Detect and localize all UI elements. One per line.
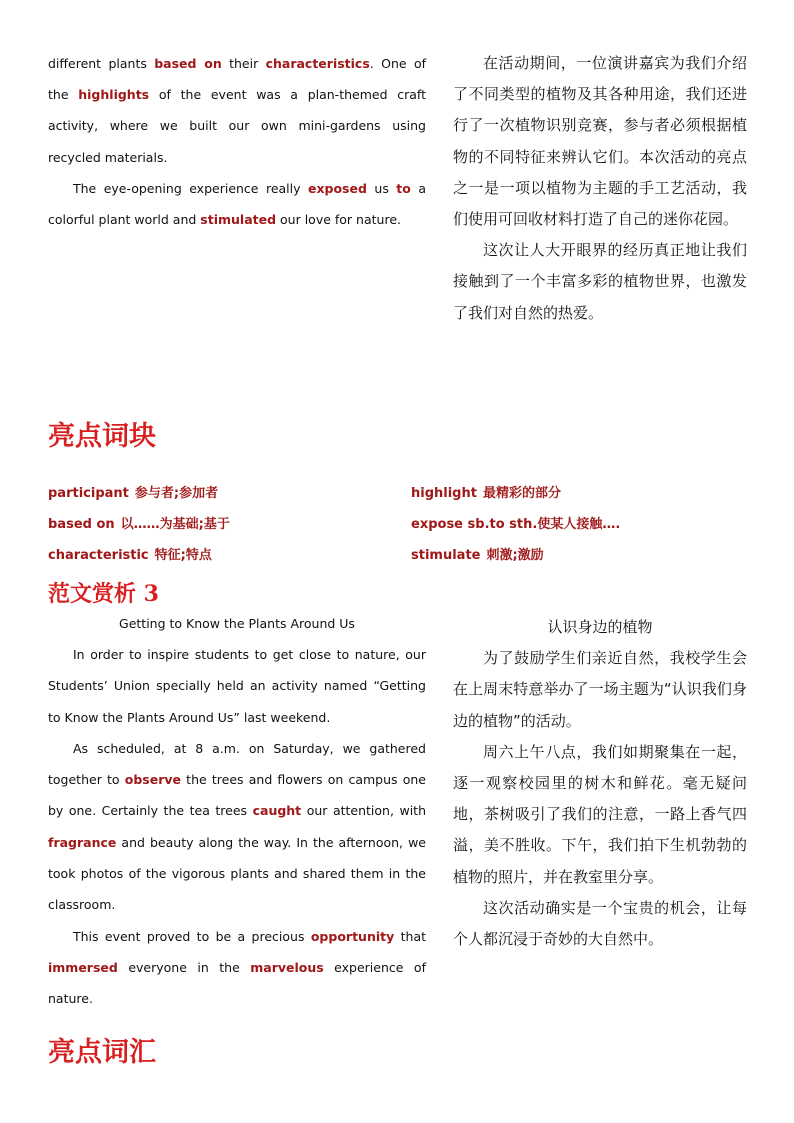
text: their <box>221 56 266 71</box>
vocab-meaning: 特征;特点 <box>154 548 212 563</box>
paragraph <box>48 921 426 1015</box>
vocab-item <box>48 482 218 501</box>
title-text: Getting to Know the Plants Around Us <box>119 616 355 631</box>
vocab-meaning: 使某人接触…. <box>537 517 621 532</box>
chinese-translation-1 <box>453 48 747 329</box>
paragraph <box>48 173 426 235</box>
english-passage-1 <box>48 48 426 235</box>
text: the trees and flowers on campus one by one. Certainly the tea trees <box>48 772 426 819</box>
chinese-translation-2 <box>453 612 747 955</box>
vocab-term: expose sb.to sth. <box>411 517 538 532</box>
english-passage-2 <box>48 608 426 1015</box>
text: This event proved to be a precious <box>73 928 311 944</box>
vocab-term: participant <box>48 486 129 501</box>
highlight-phrase: stimulated <box>200 212 277 228</box>
highlight-phrase: to <box>396 180 411 196</box>
highlight-phrase: characteristics <box>265 56 370 71</box>
highlight-word: marvelous <box>250 959 324 975</box>
paragraph <box>48 733 426 921</box>
essay-title <box>48 608 426 639</box>
highlight-word: immersed <box>48 959 118 975</box>
vocab-item <box>411 544 544 563</box>
highlight-phrase: based on <box>154 56 222 71</box>
vocab-item <box>48 513 230 532</box>
paragraph: 为了鼓励学生们亲近自然，我校学生会在上周末特意举办了一场主题为“认识我们身边的植物”的活动。 <box>453 649 747 730</box>
text: us <box>366 180 397 196</box>
highlight-word: caught <box>252 803 302 819</box>
section-heading-vocabulary: 亮点词汇 <box>48 1037 156 1068</box>
highlight-word: fragrance <box>48 834 117 850</box>
paragraph <box>48 48 426 173</box>
title-text: 认识身边的植物 <box>547 618 653 636</box>
text: of the event was a plan-themed craft activity, where we built our own mini-gardens using recycled materials. <box>48 87 426 165</box>
text: a colorful plant world and <box>48 180 426 228</box>
text: everyone in the <box>117 959 251 975</box>
highlight-phrase: exposed <box>307 180 367 196</box>
text: The eye-opening experience really <box>73 180 308 196</box>
vocab-list <box>48 482 768 572</box>
vocab-meaning: 最精彩的部分 <box>482 486 561 501</box>
text: our love for nature. <box>276 212 401 228</box>
highlight-phrase: highlights <box>78 87 150 103</box>
highlight-word: observe <box>124 772 181 788</box>
essay-title <box>453 612 747 643</box>
text: experience of nature. <box>48 959 426 1007</box>
vocab-item <box>411 482 561 501</box>
vocab-term: stimulate <box>411 548 481 563</box>
text: and beauty along the way. In the afternoon, we took photos of the vigorous plants and shared them in the classroom. <box>48 834 426 913</box>
vocab-meaning: 以……为基础;基于 <box>120 517 230 532</box>
paragraph: 这次活动确实是一个宝贵的机会，让每个人都沉浸于奇妙的大自然中。 <box>453 898 747 949</box>
paragraph: 周六上午八点，我们如期聚集在一起，逐一观察校园里的树木和鲜花。毫无疑问地，茶树吸引了我们的注意，一路上香气四溢，美不胜收。下午，我们拍下生机勃勃的植物的照片，并在教室里分享。 <box>453 742 747 886</box>
vocab-item <box>411 513 620 532</box>
section-heading-model-essay: 范文赏析 3 <box>48 581 159 607</box>
vocab-meaning: 刺激;激励 <box>486 548 544 563</box>
paragraph: 这次让人大开眼界的经历真正地让我们接触到了一个丰富多彩的植物世界，也激发了我们对自然的热爱。 <box>453 241 747 322</box>
vocab-meaning: 参与者;参加者 <box>134 486 219 501</box>
text: . One of the <box>48 56 426 103</box>
paragraph: In order to inspire students to get close to nature, our Students’ Union specially held an activity named “Getting to Know the Plants Around Us” last weekend. <box>48 647 426 725</box>
text: that <box>394 928 427 944</box>
text: As scheduled, at 8 a.m. on Saturday, we gathered together to <box>48 740 426 788</box>
vocab-item <box>48 544 212 563</box>
vocab-term: characteristic <box>48 548 149 563</box>
vocab-term: highlight <box>411 486 477 501</box>
text: our attention, with <box>301 803 426 819</box>
text: different plants <box>48 56 155 71</box>
vocab-term: based on <box>48 517 115 532</box>
paragraph: 在活动期间，一位演讲嘉宾为我们介绍了不同类型的植物及其各种用途，我们还进行了一次植物识别竞赛，参与者必须根据植物的不同特征来辨认它们。本次活动的亮点之一是一项以植物为主题的手工艺活动，我们使用可回收材料打造了自己的迷你花园。 <box>453 54 747 229</box>
section-heading-phrases: 亮点词块 <box>48 421 156 452</box>
highlight-word: opportunity <box>310 928 395 944</box>
